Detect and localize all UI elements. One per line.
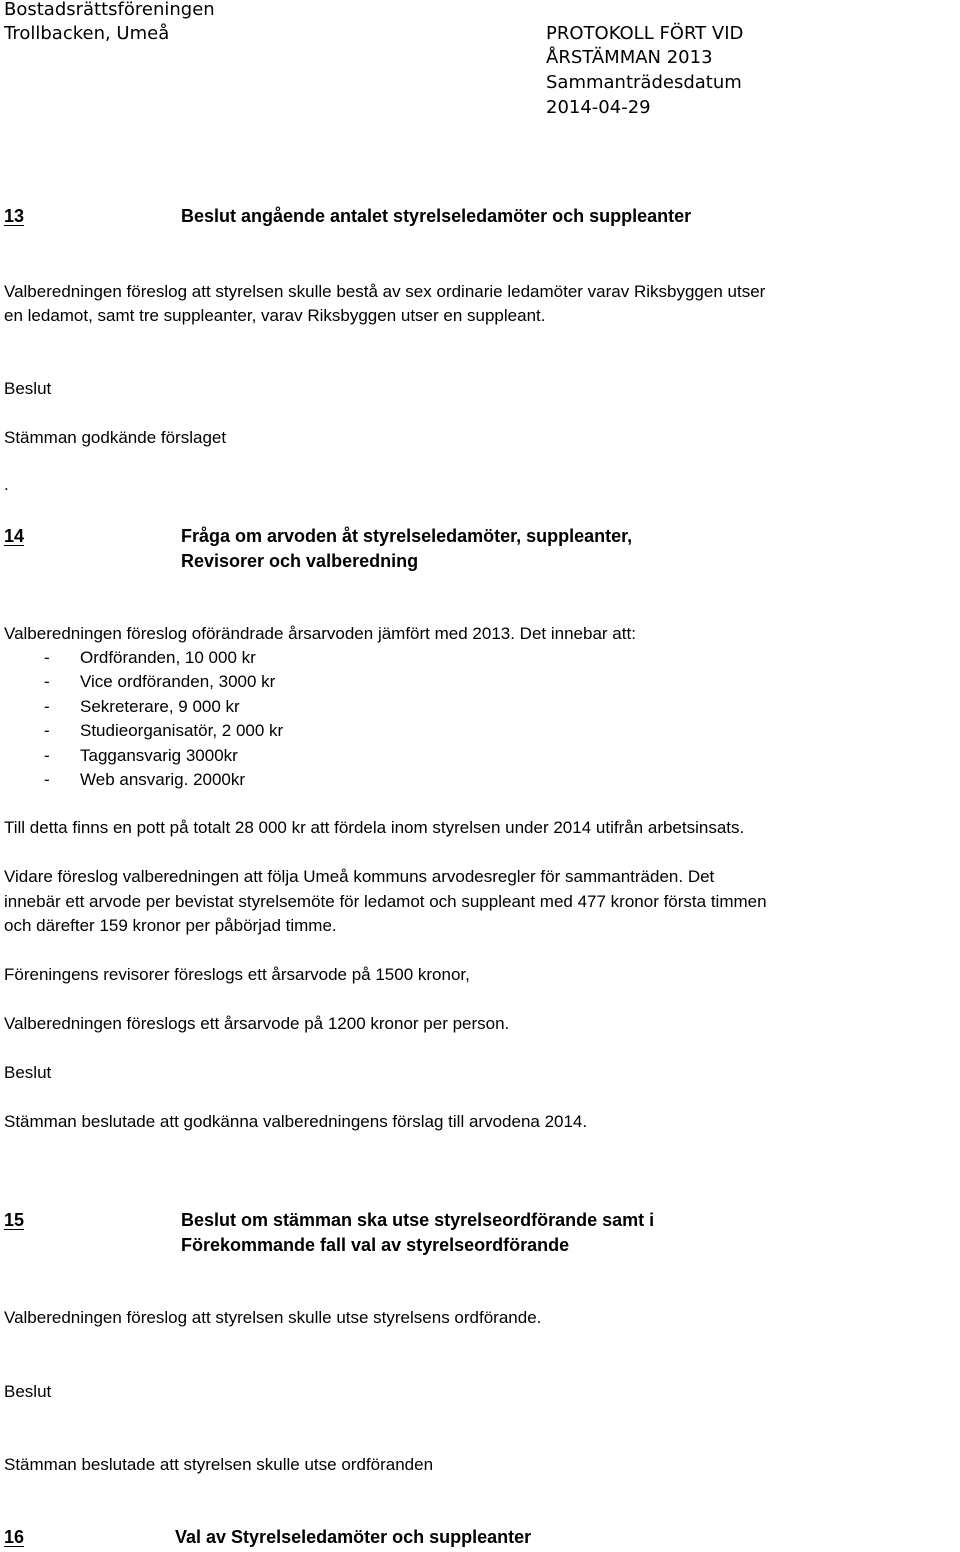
section-13-paragraph-line2: en ledamot, samt tre suppleanter, varav Riksbyggen utser en suppleant. — [4, 306, 546, 325]
section-13-beslut-label: Beslut — [4, 379, 52, 398]
list-item-dash: - — [44, 648, 50, 667]
list-item-dash: - — [44, 697, 50, 716]
section-15-title-line2: Förekommande fall val av styrelseordförande — [181, 1235, 570, 1255]
section-15-title-line1: Beslut om stämman ska utse styrelseordförande samt i — [181, 1210, 655, 1230]
section-14-valberedning: Valberedningen föreslogs ett årsarvode på 1200 kronor per person. — [4, 1014, 510, 1033]
section-16-title: Val av Styrelseledamöter och suppleanter — [175, 1527, 532, 1547]
section-14-beslut-text: Stämman beslutade att godkänna valberedningens förslag till arvodena 2014. — [4, 1112, 588, 1131]
section-16-number: 16 — [4, 1527, 25, 1547]
list-item: Taggansvarig 3000kr — [80, 746, 238, 765]
document-title: PROTOKOLL FÖRT VID — [546, 23, 744, 44]
section-14-pott: Till detta finns en pott på totalt 28 000 kr att fördela inom styrelsen under 2014 utifrån arbetsinsats. — [4, 818, 745, 837]
organization-name: Bostadsrättsföreningen — [4, 0, 215, 20]
list-item: Web ansvarig. 2000kr — [80, 770, 246, 789]
section-13-title: Beslut angående antalet styrelseledamöter och suppleanter — [181, 206, 692, 226]
meeting-date-value: 2014-04-29 — [546, 97, 651, 118]
section-13-beslut-text: Stämman godkände förslaget — [4, 428, 227, 447]
list-item-dash: - — [44, 672, 50, 691]
section-13-paragraph-line1: Valberedningen föreslog att styrelsen skulle bestå av sex ordinarie ledamöter varav Riksbyggen utser — [4, 282, 766, 301]
list-item: Vice ordföranden, 3000 kr — [80, 672, 276, 691]
list-item: Sekreterare, 9 000 kr — [80, 697, 240, 716]
section-14-title-line1: Fråga om arvoden åt styrelseledamöter, suppleanter, — [181, 526, 633, 546]
organization-location: Trollbacken, Umeå — [4, 23, 170, 44]
section-15-beslut-text: Stämman beslutade att styrelsen skulle utse ordföranden — [4, 1455, 434, 1474]
section-14-number: 14 — [4, 526, 25, 546]
section-14-title-line2: Revisorer och valberedning — [181, 551, 419, 571]
section-14-intro: Valberedningen föreslog oförändrade årsarvoden jämfört med 2013. Det innebar att: — [4, 624, 636, 643]
section-13-number: 13 — [4, 206, 25, 226]
stray-dot: . — [4, 475, 9, 494]
section-15-beslut-label: Beslut — [4, 1382, 52, 1401]
section-14-beslut-label: Beslut — [4, 1063, 52, 1082]
list-item: Ordföranden, 10 000 kr — [80, 648, 256, 667]
section-14-revisorer: Föreningens revisorer föreslogs ett årsarvode på 1500 kronor, — [4, 965, 470, 984]
list-item-dash: - — [44, 746, 50, 765]
list-item-dash: - — [44, 770, 50, 789]
section-15-number: 15 — [4, 1210, 25, 1230]
section-14-vidare-line2: innebär ett arvode per bevistat styrelsemöte för ledamot och suppleant med 477 kronor första timmen — [4, 892, 767, 911]
list-item: Studieorganisatör, 2 000 kr — [80, 721, 284, 740]
document-subtitle: ÅRSTÄMMAN 2013 — [546, 47, 713, 68]
list-item-dash: - — [44, 721, 50, 740]
section-14-vidare-line3: och därefter 159 kronor per påbörjad timme. — [4, 916, 337, 935]
meeting-date-label: Sammanträdesdatum — [546, 72, 742, 93]
section-14-vidare-line1: Vidare föreslog valberedningen att följa Umeå kommuns arvodesregler för sammanträden. Det — [4, 867, 715, 886]
section-15-paragraph: Valberedningen föreslog att styrelsen skulle utse styrelsens ordförande. — [4, 1308, 542, 1327]
